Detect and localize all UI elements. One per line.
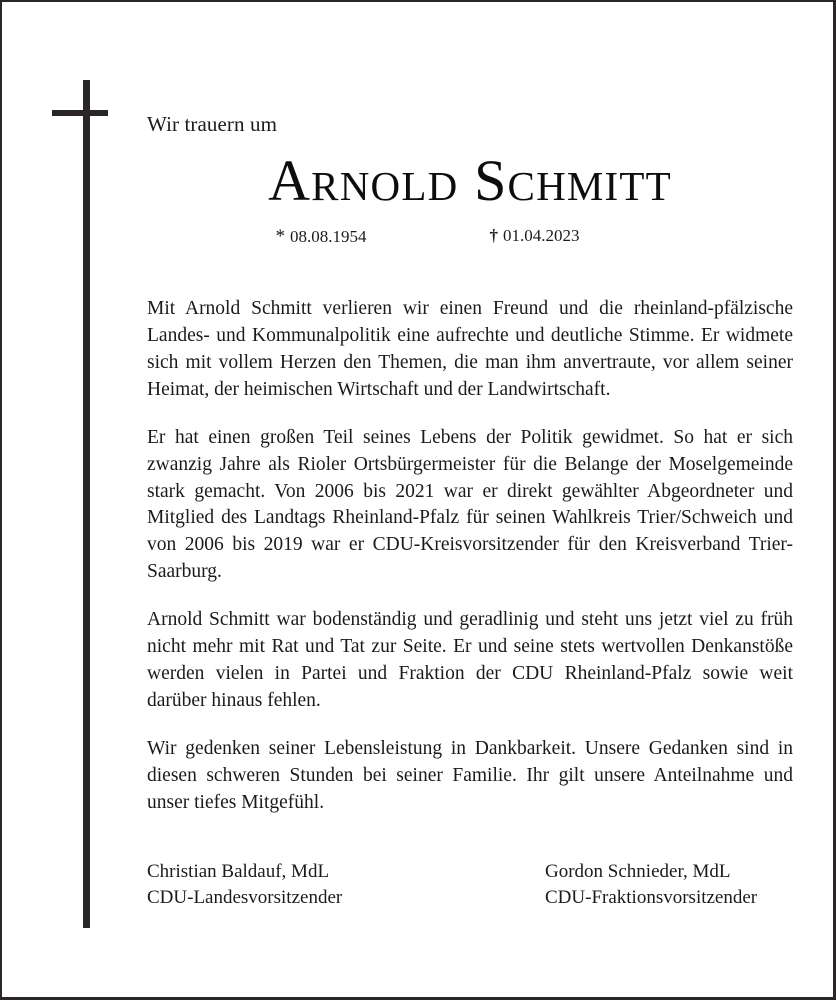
cross-horizontal-bar — [52, 110, 108, 116]
birth-date-value: 08.08.1954 — [290, 227, 367, 247]
eulogy-text — [147, 296, 793, 816]
signatory-name: Christian Baldauf, MdL — [147, 861, 330, 883]
signatory — [147, 859, 545, 909]
deceased-name: Arnold Schmitt — [268, 148, 672, 214]
death-cross-icon: † — [489, 226, 498, 246]
signatory-role: CDU-Landesvorsitzender — [147, 886, 343, 908]
cross-vertical-bar — [83, 80, 90, 928]
mourning-intro-line: Wir trauern um — [147, 112, 278, 136]
death-date — [468, 226, 683, 248]
life-dates — [147, 226, 793, 248]
birth-date — [258, 226, 468, 248]
eulogy-paragraph: Wir gedenken seiner Lebensleistung in Dankbarkeit. Unsere Gedanken sind in diesen schweren Stunden bei seiner Familie. Ihr gilt unsere Anteilnahme und unser tiefes Mitgefühl. — [147, 737, 793, 813]
eulogy-paragraph: Er hat einen großen Teil seines Lebens der Politik gewidmet. So hat er sich zwanzig Jahre als Rioler Ortsbürgermeister für die Belange der Moselgemeinde stark gemacht. Von 2006 bis 2021 war er direkt gewählter Abgeordneter und Mitglied des Landtags Rheinland-Pfalz für seinen Wahlkreis Trier/Schweich und von 2006 bis 2019 war er CDU-Kreisvorsitzender für den Kreisverband Trier-Saarburg. — [147, 426, 793, 583]
signatory — [545, 859, 793, 909]
christian-cross-icon — [52, 80, 108, 928]
notice-content — [147, 2, 793, 910]
eulogy-paragraph: Mit Arnold Schmitt verlieren wir einen Freund und die rheinland-pfälzische Landes- und Kommunalpolitik eine aufrechte und deutliche Stimme. Er widmete sich mit vollem Herzen den Themen, die man ihm anvertraute, vor allem seiner Heimat, der heimischen Wirtschaft und der Landwirtschaft. — [147, 298, 793, 400]
signatory-name: Gordon Schnieder, MdL — [545, 861, 731, 883]
eulogy-paragraph: Arnold Schmitt war bodenständig und geradlinig und steht uns jetzt viel zu früh nicht mehr mit Rat und Tat zur Seite. Er und seine stets wertvollen Denkanstöße werden vielen in Partei und Fraktion der CDU Rheinland-Pfalz sowie weit darüber hinaus fehlen. — [147, 609, 793, 711]
signature-block — [147, 859, 793, 909]
birth-star-icon: * — [275, 226, 285, 248]
death-date-value: 01.04.2023 — [503, 226, 580, 246]
signatory-role: CDU-Fraktionsvorsitzender — [545, 886, 758, 908]
